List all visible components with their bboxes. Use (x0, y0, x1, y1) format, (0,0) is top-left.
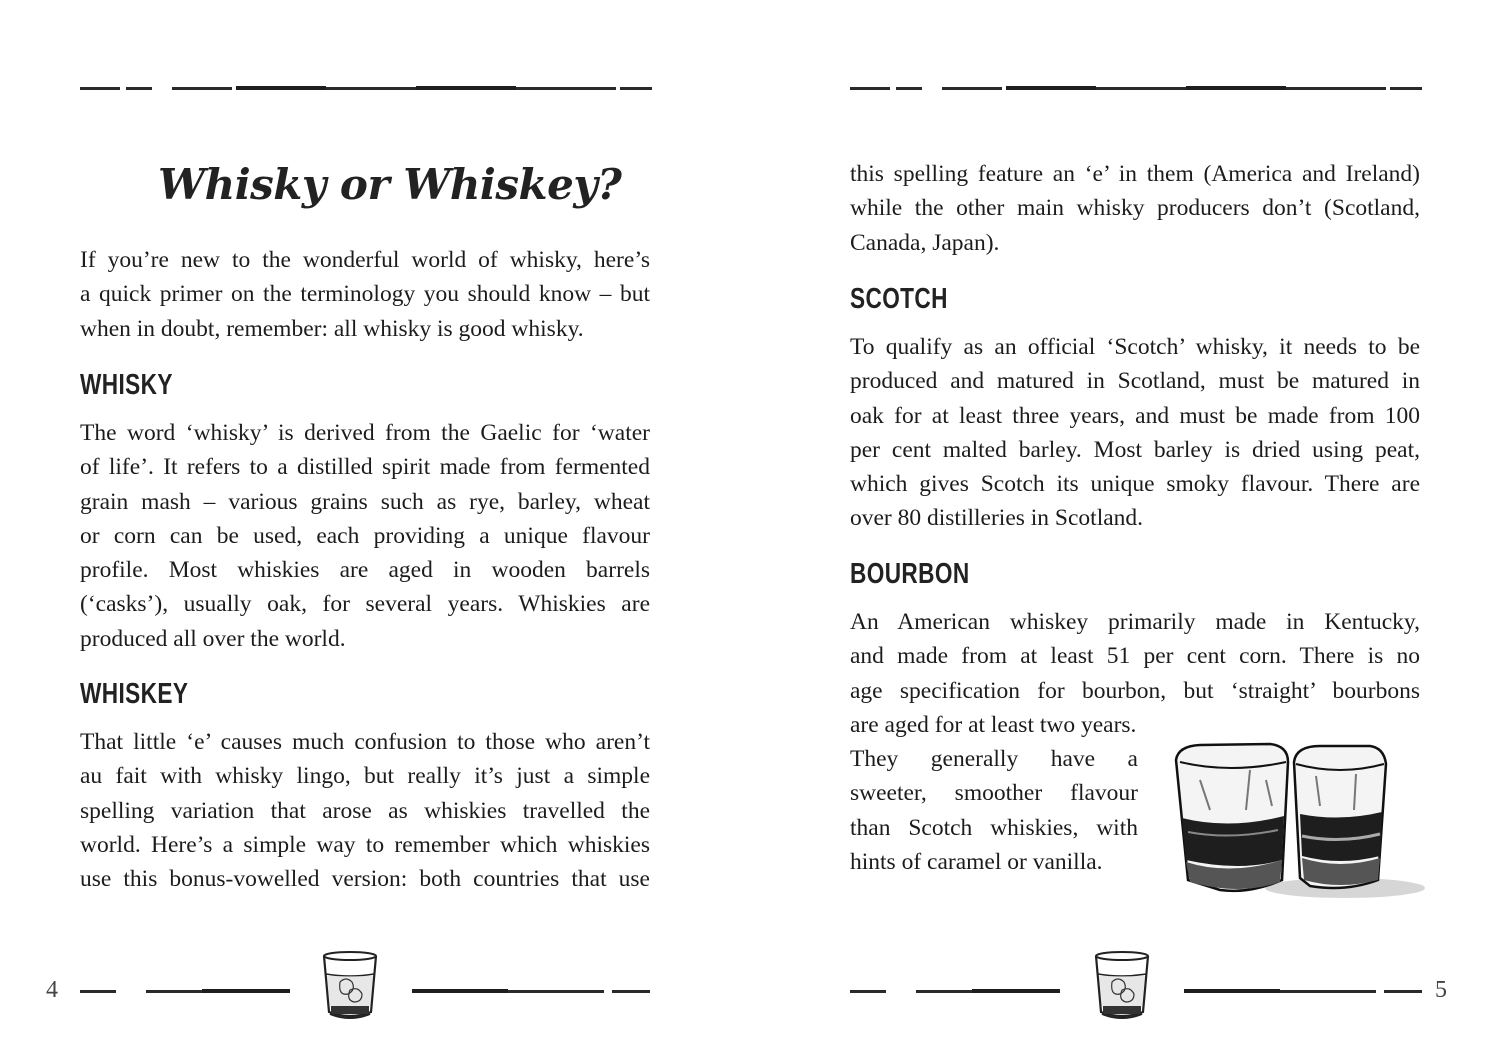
text-line: oak for at least three years, and must be made from 100 (850, 402, 1420, 429)
bourbon-paragraph (850, 605, 1420, 742)
text-line: this spelling feature an ‘e’ in them (America and Ireland) (850, 161, 1420, 187)
text-line: are aged for at least two years. (850, 711, 1137, 738)
whisky-glass-with-ice-icon (320, 950, 380, 1022)
footer-rule-left (850, 989, 1060, 994)
text-line: (‘casks’), usually oak, for several years. Whiskies are (80, 591, 650, 618)
text-line: age specification for bourbon, but ‘straight’ bourbons (850, 677, 1420, 704)
text-line: hints of caramel or vanilla. (850, 848, 1103, 875)
text-line: An American whiskey primarily made in Kentucky, (850, 609, 1420, 635)
text-line: sweeter, smoother flavour (850, 780, 1138, 807)
whisky-paragraph (80, 416, 650, 656)
text-line: than Scotch whiskies, with (850, 814, 1138, 841)
scotch-paragraph (850, 330, 1420, 536)
page-title: Whisky or Whiskey? (158, 160, 622, 209)
footer-rule-left (80, 989, 290, 994)
text-line: That little ‘e’ causes much confusion to those who aren’t (80, 729, 650, 755)
text-line: which gives Scotch its unique smoky flavour. There are (850, 471, 1420, 498)
text-line: grain mash – various grains such as rye, barley, wheat (80, 488, 650, 515)
section-heading-scotch: SCOTCH (850, 283, 948, 315)
section-heading-whisky: WHISKY (80, 369, 173, 401)
text-line: profile. Most whiskies are aged in wooden barrels (80, 557, 650, 584)
text-line: They generally have a (850, 746, 1138, 772)
section-heading-whiskey: WHISKEY (80, 678, 189, 710)
page-number: 4 (46, 977, 58, 1003)
footer-rule-right (412, 989, 650, 994)
text-line: spelling variation that arose as whiskies travelled the (80, 797, 650, 824)
section-heading-bourbon: BOURBON (850, 558, 970, 590)
whisky-glass-with-ice-icon (1092, 950, 1152, 1022)
text-line: au fait with whisky lingo, but really it’s just a simple (80, 763, 650, 790)
intro-paragraph (80, 243, 650, 346)
top-decorative-rule (850, 86, 1422, 91)
text-line: and made from at least 51 per cent corn. There is no (850, 643, 1420, 670)
two-whisky-tumblers-illustration (1170, 740, 1430, 905)
footer-rule-right (1184, 989, 1422, 994)
top-decorative-rule (80, 86, 652, 91)
text-line: produced and matured in Scotland, must be matured in (850, 368, 1420, 395)
text-line: a quick primer on the terminology you should know – but (80, 281, 650, 308)
page-number: 5 (1435, 977, 1447, 1003)
text-line: or corn can be used, each providing a unique flavour (80, 522, 650, 549)
text-line: per cent malted barley. Most barley is dried using peat, (850, 436, 1420, 463)
text-line: world. Here’s a simple way to remember which whiskies (80, 831, 650, 858)
text-line: use this bonus-vowelled version: both countries that use (80, 866, 650, 893)
text-line: If you’re new to the wonderful world of whisky, here’s (80, 247, 650, 273)
text-line: over 80 distilleries in Scotland. (850, 505, 1144, 532)
text-line: when in doubt, remember: all whisky is good whisky. (80, 315, 584, 342)
right-page (750, 0, 1500, 1057)
text-line: while the other main whisky producers don’t (Scotland, (850, 195, 1420, 222)
text-line: produced all over the world. (80, 625, 346, 652)
bourbon-wrap-paragraph (850, 742, 1138, 879)
text-line: of life’. It refers to a distilled spirit made from fermented (80, 454, 650, 481)
whiskey-paragraph (80, 725, 650, 896)
continued-paragraph (850, 157, 1420, 260)
text-line: The word ‘whisky’ is derived from the Gaelic for ‘water (80, 420, 650, 446)
text-line: Canada, Japan). (850, 229, 1000, 256)
text-line: To qualify as an official ‘Scotch’ whisky, it needs to be (850, 334, 1420, 360)
